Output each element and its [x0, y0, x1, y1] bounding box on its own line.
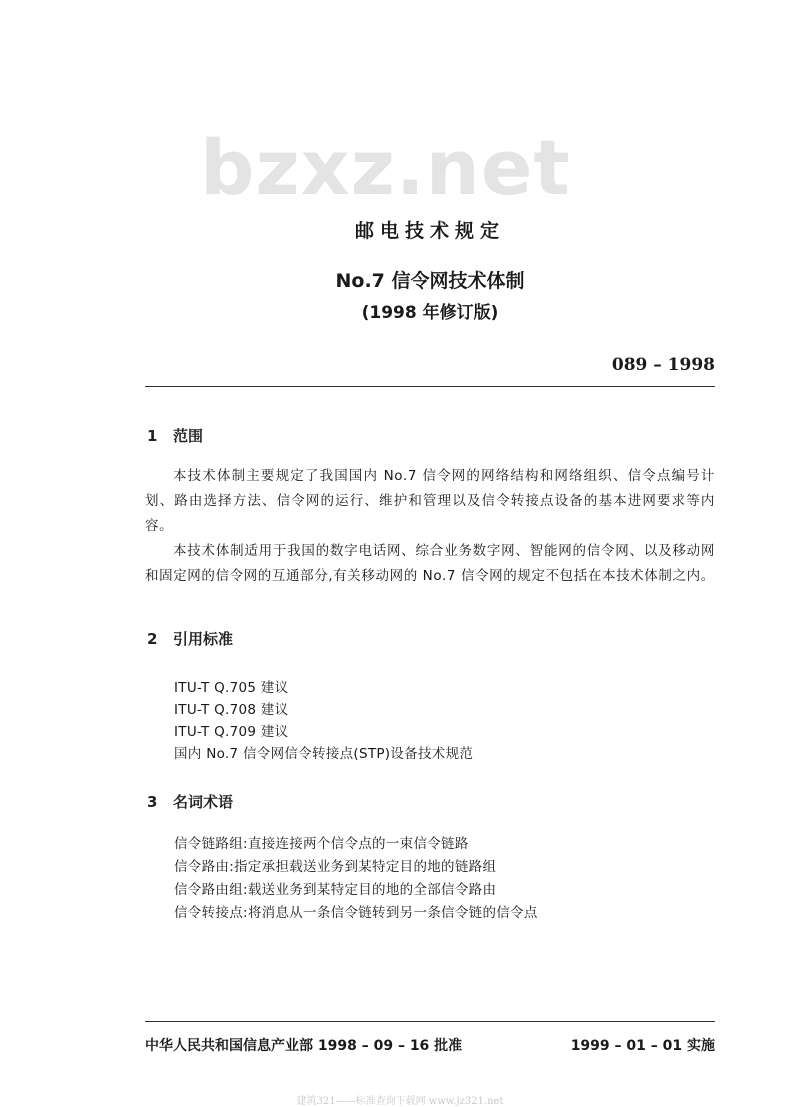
reference-item: ITU-T Q.708 建议	[174, 702, 289, 718]
reference-item: ITU-T Q.709 建议	[174, 724, 289, 740]
term-item: 信令链路组:直接连接两个信令点的一束信令链路	[174, 836, 469, 852]
section-heading	[147, 628, 233, 649]
term-item: 信令转接点:将消息从一条信令链转到另一条信令链的信令点	[174, 905, 538, 921]
document-subtitle: (1998 年修订版)	[361, 303, 499, 323]
document-number: 089 – 1998	[611, 355, 715, 375]
section-number: 2	[147, 630, 158, 648]
watermark: bzxz.net	[200, 123, 571, 212]
section-heading	[147, 425, 203, 446]
section-number: 1	[147, 427, 158, 445]
effective-date: 1999 – 01 – 01 实施	[570, 1038, 715, 1054]
section-heading	[147, 791, 233, 812]
site-footer: 建筑321——标准查询下载网 www.jz321.net	[296, 1096, 504, 1107]
section-title: 范围	[173, 427, 204, 445]
paragraph: 本技术体制主要规定了我国国内 No.7 信令网的网络结构和网络组织、信令点编号计划、路由选择方法、信令网的运行、维护和管理以及信令转接点设备的基本进网要求等内容。	[145, 468, 715, 534]
reference-item: 国内 No.7 信令网信令转接点(STP)设备技术规范	[174, 746, 474, 762]
approval-line: 中华人民共和国信息产业部 1998 – 09 – 16 批准	[145, 1038, 463, 1054]
section-title: 名词术语	[173, 793, 234, 811]
document-title: No.7 信令网技术体制	[335, 270, 525, 292]
section-number: 3	[147, 793, 158, 811]
header-divider	[145, 386, 715, 387]
term-item: 信令路由组:载送业务到某特定目的地的全部信令路由	[174, 882, 497, 898]
document-type: 邮电技术规定	[354, 220, 505, 242]
term-item: 信令路由:指定承担载送业务到某特定目的地的链路组	[174, 859, 497, 875]
footer-divider	[145, 1021, 715, 1022]
reference-item: ITU-T Q.705 建议	[174, 680, 289, 696]
section-title: 引用标准	[173, 630, 234, 648]
paragraph: 本技术体制适用于我国的数字电话网、综合业务数字网、智能网的信令网、以及移动网和固定网的信令网的互通部分,有关移动网的 No.7 信令网的规定不包括在本技术体制之内。	[145, 543, 715, 584]
